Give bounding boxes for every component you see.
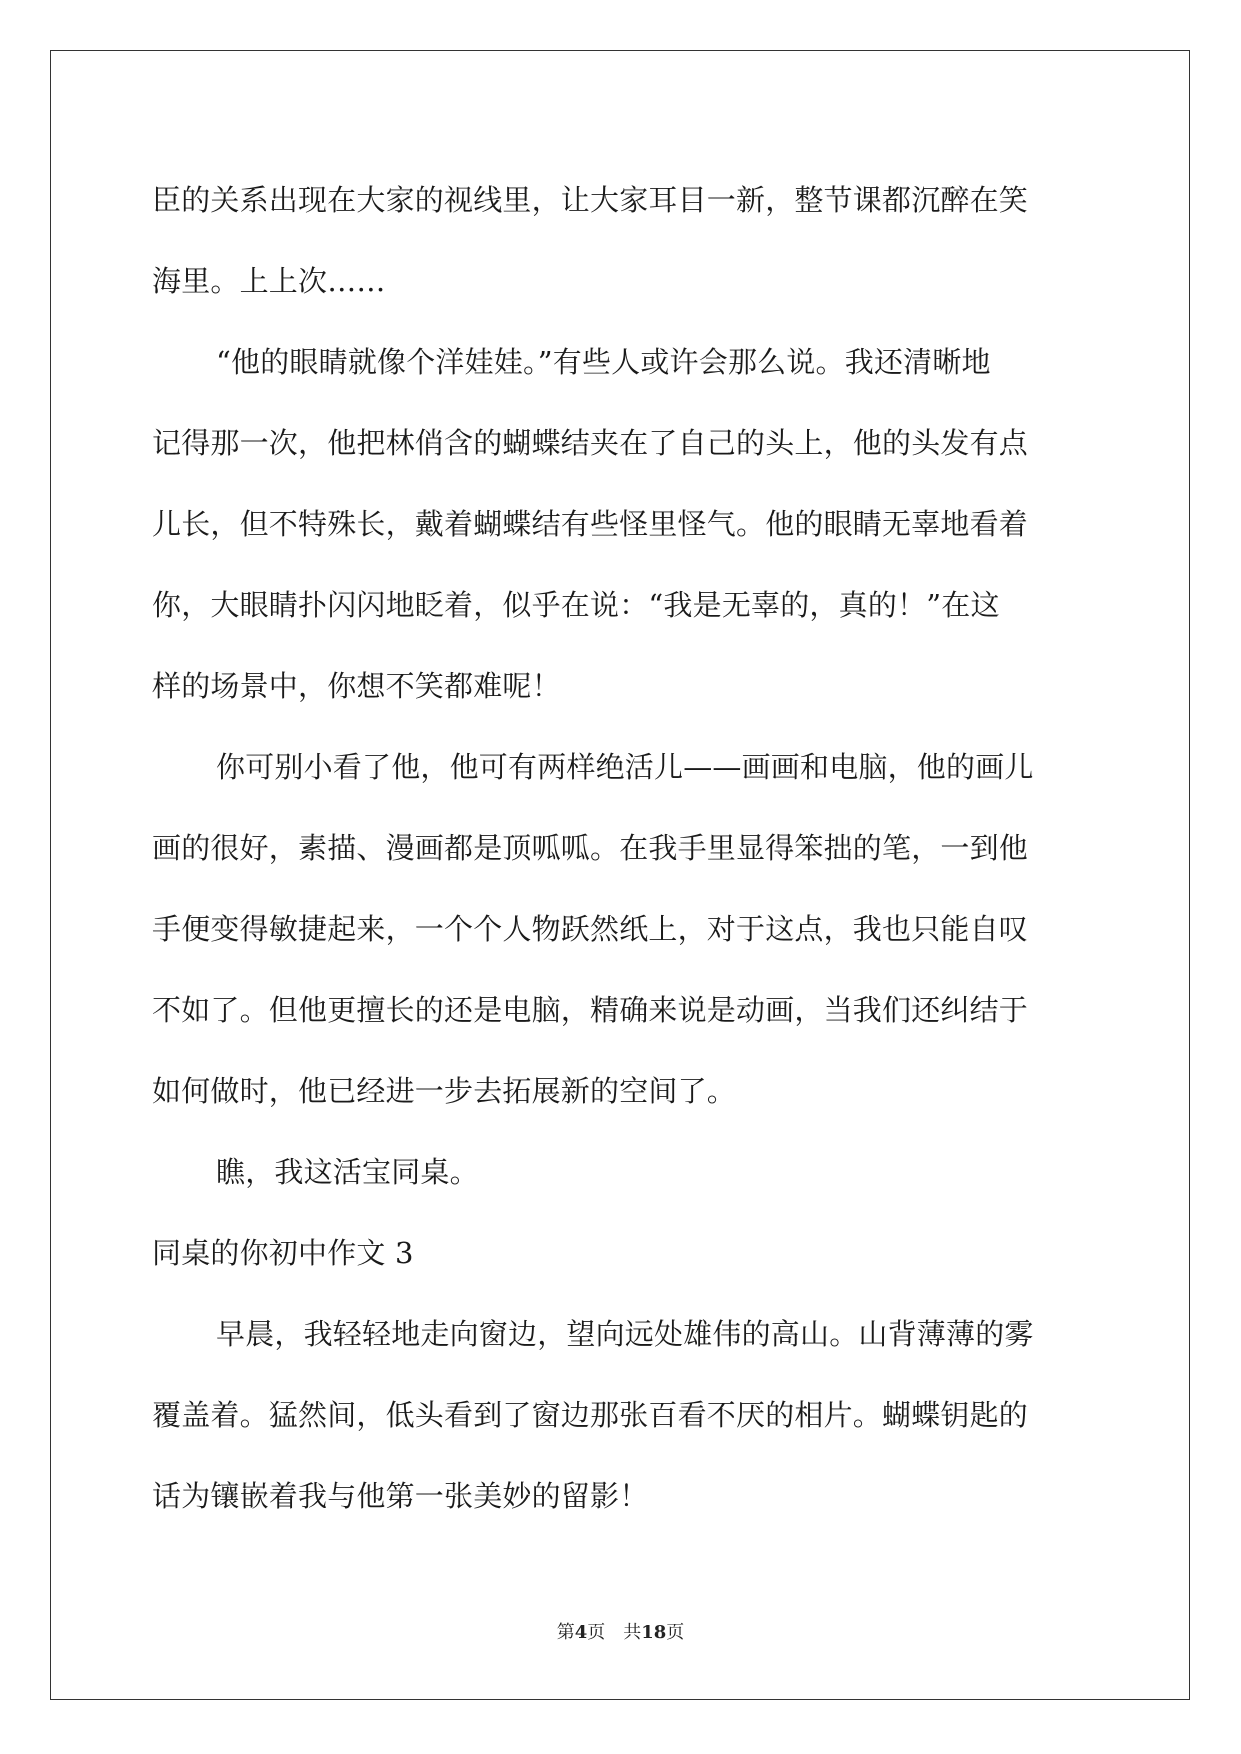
page-suffix: 页 (587, 1622, 606, 1643)
total-suffix: 页 (666, 1622, 685, 1643)
text-line: 瞧，我这活宝同桌。 (216, 1155, 479, 1189)
text-line: 你，大眼睛扑闪闪地眨着，似乎在说：“我是无辜的，真的！”在这 (152, 588, 1000, 622)
page-footer (0, 1618, 1241, 1644)
page-number: 4 (574, 1622, 588, 1643)
text-line: “他的眼睛就像个洋娃娃。”有些人或许会那么说。我还清晰地 (216, 345, 991, 379)
page-prefix: 第 (556, 1622, 575, 1643)
text-line: 不如了。但他更擅长的还是电脑，精确来说是动画，当我们还纠结于 (152, 993, 1029, 1027)
total-pages: 18 (641, 1622, 667, 1643)
text-line: 你可别小看了他，他可有两样绝活儿——画画和电脑，他的画儿 (216, 750, 1034, 784)
document-body (152, 160, 1092, 1537)
text-line: 样的场景中，你想不笑都难呢！ (152, 669, 561, 703)
text-line: 臣的关系出现在大家的视线里，让大家耳目一新，整节课都沉醉在笑 (152, 183, 1029, 217)
section-heading: 同桌的你初中作文 3 (152, 1236, 414, 1270)
text-line: 手便变得敏捷起来，一个个人物跃然纸上，对于这点，我也只能自叹 (152, 912, 1029, 946)
text-line: 覆盖着。猛然间，低头看到了窗边那张百看不厌的相片。蝴蝶钥匙的 (152, 1398, 1029, 1432)
text-line: 儿长，但不特殊长，戴着蝴蝶结有些怪里怪气。他的眼睛无辜地看着 (152, 507, 1029, 541)
total-prefix: 共 (623, 1622, 642, 1643)
text-line: 话为镶嵌着我与他第一张美妙的留影！ (152, 1479, 649, 1513)
text-line: 记得那一次，他把林俏含的蝴蝶结夹在了自己的头上，他的头发有点 (152, 426, 1029, 460)
text-line: 画的很好，素描、漫画都是顶呱呱。在我手里显得笨拙的笔，一到他 (152, 831, 1029, 865)
text-line: 如何做时，他已经进一步去拓展新的空间了。 (152, 1074, 737, 1108)
text-line: 早晨，我轻轻地走向窗边，望向远处雄伟的高山。山背薄薄的雾 (216, 1317, 1034, 1351)
text-line: 海里。上上次…… (152, 264, 386, 298)
